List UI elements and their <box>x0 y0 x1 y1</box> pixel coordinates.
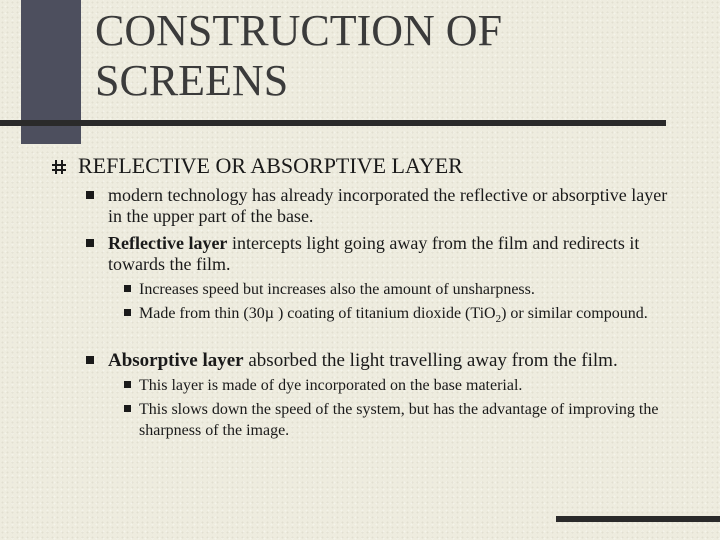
reflective-layer-description: intercepts light going away from the film and redirects it towards the film. <box>108 233 640 274</box>
coating-text-part-1: Made from thin (30 <box>139 305 265 322</box>
footer-rule <box>556 516 720 522</box>
slide-title-line-1: CONSTRUCTION OF <box>95 6 503 55</box>
term-absorptive-layer: Absorptive layer <box>108 350 244 371</box>
micron-symbol: µ <box>264 305 274 322</box>
bullet-point-modern-technology: modern technology has already incorporated the reflective or absorptive layer in the upper part of the base. <box>108 185 668 226</box>
sub-point-slows-speed: This slows down the speed of the system, but has the advantage of improving the sharpness of the image. <box>139 401 659 439</box>
square-bullet-icon <box>86 239 94 247</box>
coating-text-part-3: ) or similar compound. <box>501 305 648 322</box>
slide-title <box>95 6 502 106</box>
bullet-point-absorptive-layer <box>108 350 668 371</box>
subscript-two: 2 <box>495 313 502 326</box>
coating-text-part-2: ) coating of titanium dioxide (TiO <box>273 305 496 322</box>
sub-point-titanium-dioxide <box>139 303 659 330</box>
square-bullet-icon <box>124 285 131 292</box>
bullet-point-reflective-layer <box>108 233 668 275</box>
square-bullet-icon <box>124 381 131 388</box>
sub-point-increases-speed: Increases speed but increases also the amount of unsharpness. <box>139 281 535 298</box>
square-bullet-icon <box>124 405 131 412</box>
square-bullet-icon <box>86 356 94 364</box>
sub-point-dye-layer: This layer is made of dye incorporated on the base material. <box>139 377 523 394</box>
absorptive-layer-description: absorbed the light travelling away from the film. <box>243 350 618 371</box>
square-bullet-icon <box>124 309 131 316</box>
section-heading: REFLECTIVE OR ABSORPTIVE LAYER <box>78 153 463 178</box>
crosshatch-bullet-icon <box>52 160 66 174</box>
square-bullet-icon <box>86 191 94 199</box>
title-divider-rule <box>0 120 666 126</box>
slide-title-line-2: SCREENS <box>95 56 289 105</box>
term-reflective-layer: Reflective layer <box>108 233 228 253</box>
